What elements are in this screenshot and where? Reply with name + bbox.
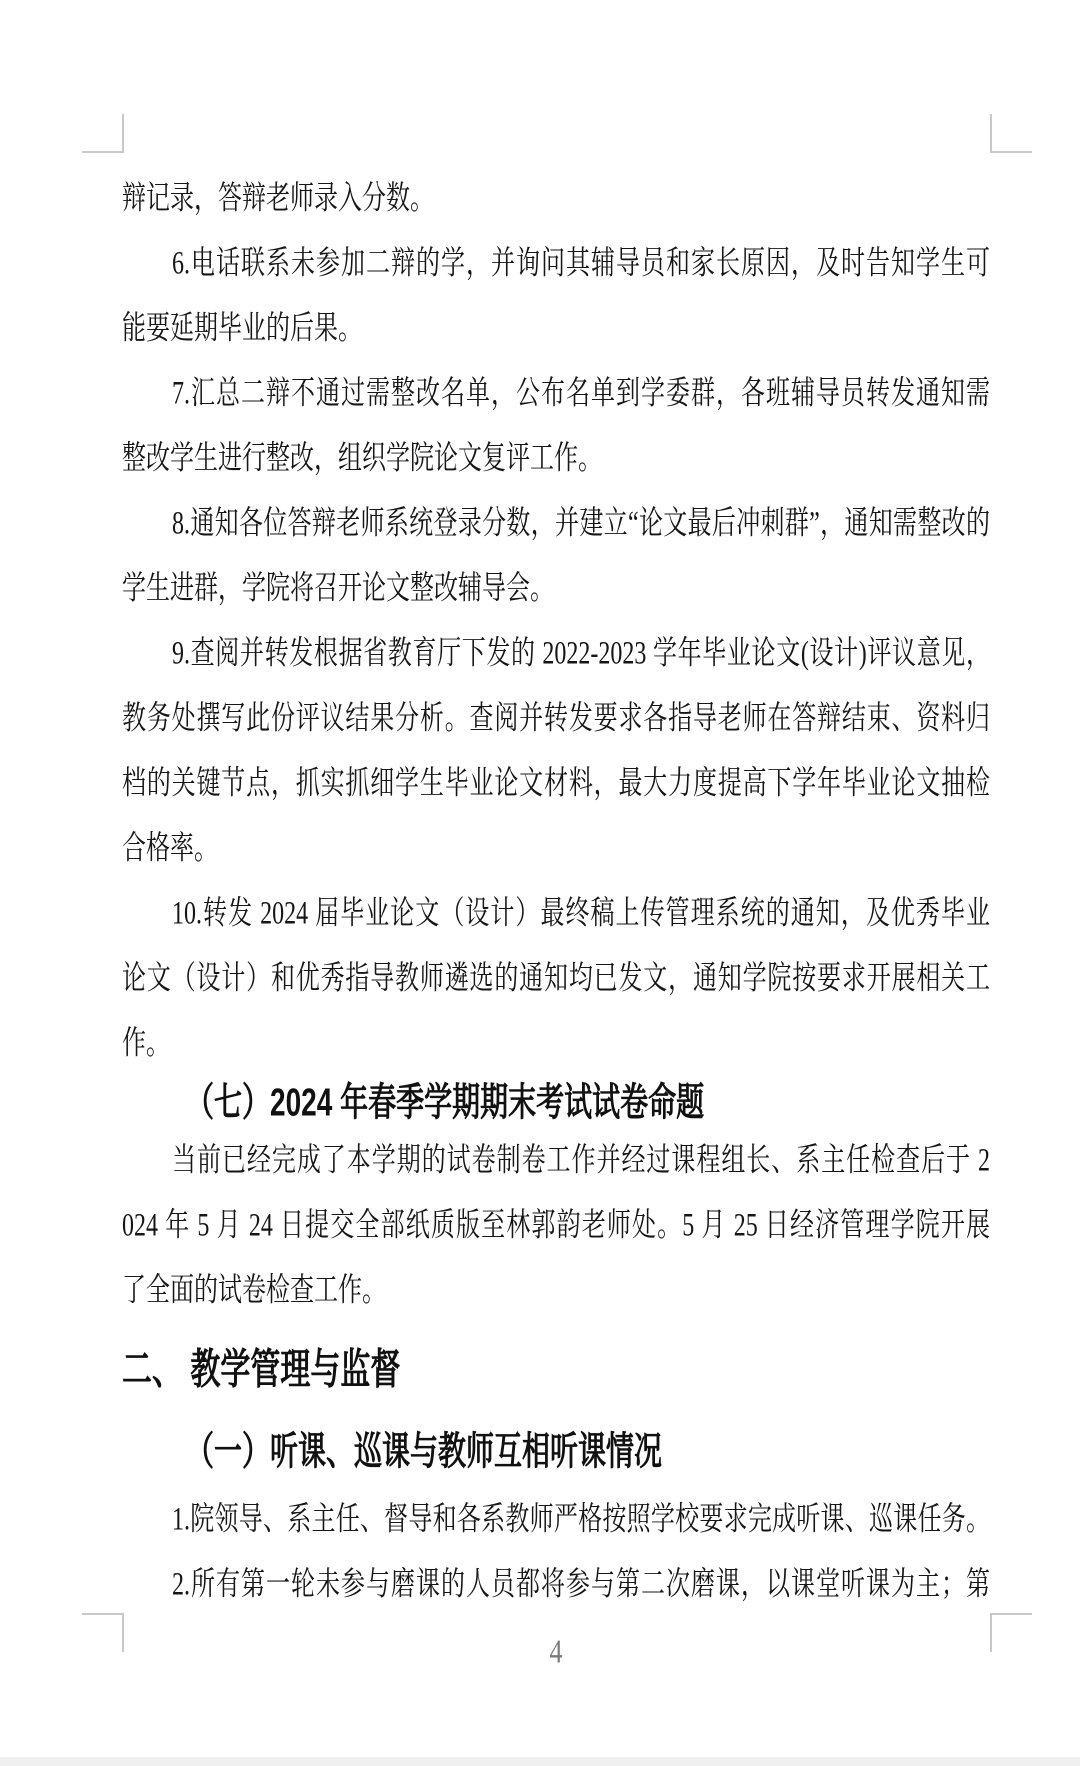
text-line: 合格率。 [122, 831, 218, 867]
text-boundary-mark-top-right [990, 114, 1032, 153]
text-line: 9.查阅并转发根据省教育厅下发的 2022-2023 学年毕业论文(设计)评议意见， [172, 636, 990, 672]
text-line: 6.电话联系未参加二辩的学，并询问其辅导员和家长原因，及时告知学生可 [172, 246, 990, 282]
text-line: 了全面的试卷检查工作。 [122, 1273, 386, 1309]
text-line: 档的关键节点，抓实抓细学生毕业论文材料，最大力度提高下学年毕业论文抽检 [122, 766, 990, 802]
text-line: 2.所有第一轮未参与磨课的人员都将参与第二次磨课，以课堂听课为主；第 [172, 1567, 990, 1603]
text-line: 学生进群，学院将召开论文整改辅导会。 [122, 571, 554, 607]
text-line: 作。 [122, 1026, 170, 1062]
text-boundary-mark-bottom-left [82, 1613, 124, 1652]
text-line: 10.转发 2024 届毕业论文（设计）最终稿上传管理系统的通知，及优秀毕业 [172, 896, 990, 932]
text-line: 1.院领导、系主任、督导和各系教师严格按照学校要求完成听课、巡课任务。 [172, 1502, 990, 1538]
text-line: 8.通知各位答辩老师系统登录分数，并建立“论文最后冲刺群”，通知需整改的 [172, 506, 990, 542]
text-line: 当前已经完成了本学期的试卷制卷工作并经过课程组长、系主任检查后于 2 [172, 1143, 990, 1179]
text-line: 教务处撰写此份评议结果分析。查阅并转发要求各指导老师在答辩结束、资料归 [122, 701, 990, 737]
page-number: 4 [549, 1632, 563, 1671]
section-heading: 二、 教学管理与监督 [122, 1347, 401, 1394]
text-boundary-mark-bottom-right [990, 1613, 1032, 1652]
text-line: 能要延期毕业的后果。 [122, 311, 362, 347]
text-line: 024 年 5 月 24 日提交全部纸质版至林郭韵老师处。5 月 25 日经济管理学院开展 [122, 1208, 990, 1244]
text-line: 辩记录，答辩老师录入分数。 [122, 181, 434, 217]
page-bottom-edge [0, 1757, 1080, 1766]
text-boundary-mark-top-left [82, 114, 124, 153]
section-heading: （七）2024 年春季学期期末考试试卷命题 [186, 1080, 705, 1124]
section-heading: （一）听课、巡课与教师互相听课情况 [186, 1429, 663, 1473]
text-line: 整改学生进行整改，组织学院论文复评工作。 [122, 441, 602, 477]
document-body [122, 167, 990, 1618]
text-line: 7.汇总二辩不通过需整改名单，公布名单到学委群，各班辅导员转发通知需 [172, 376, 990, 412]
text-line: 论文（设计）和优秀指导教师遴选的通知均已发文，通知学院按要求开展相关工 [122, 961, 990, 997]
